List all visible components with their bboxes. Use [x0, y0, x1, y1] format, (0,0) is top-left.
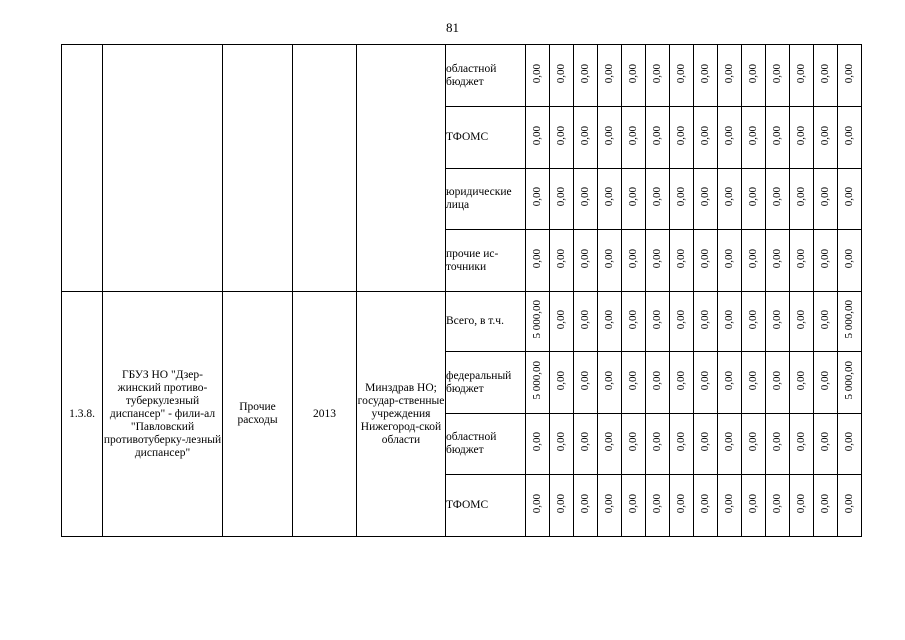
value-cell [550, 352, 574, 414]
value-text: 0,00 [651, 493, 663, 514]
value-text: 0,00 [531, 248, 543, 269]
value-cell [742, 475, 766, 537]
value-text: 0,00 [699, 248, 711, 269]
value-text: 0,00 [819, 370, 831, 391]
value-text: 0,00 [771, 248, 783, 269]
value-cell [694, 292, 718, 352]
value-cell [526, 107, 550, 169]
value-text: 0,00 [651, 432, 663, 452]
value-text: 0,00 [723, 432, 735, 452]
continued-rows-group [62, 45, 862, 292]
value-cell [598, 352, 622, 414]
value-text: 0,00 [843, 493, 855, 514]
value-cell [838, 107, 862, 169]
value-cell [694, 352, 718, 414]
value-text: 0,00 [675, 370, 687, 391]
value-text: 0,00 [843, 187, 855, 207]
value-cell [574, 414, 598, 475]
funding-source-cell: Всего, в т.ч. [446, 292, 526, 352]
value-text: 0,00 [555, 248, 567, 269]
table-row [62, 292, 862, 352]
value-cell [646, 352, 670, 414]
value-cell [526, 414, 550, 475]
value-text: 0,00 [699, 370, 711, 391]
funding-source-cell: областной бюджет [446, 45, 526, 107]
value-text: 0,00 [723, 370, 735, 391]
value-text: 0,00 [555, 309, 567, 330]
value-cell [766, 169, 790, 230]
value-text: 0,00 [579, 370, 591, 391]
institution-name-cell: ГБУЗ НО "Дзер-жинский противо-туберкулезный диспансер" - фили-ал "Павловский противотуберку-лезный диспансер" [103, 292, 223, 537]
value-text: 0,00 [627, 248, 639, 269]
value-cell [790, 230, 814, 292]
value-cell [742, 414, 766, 475]
value-text: 0,00 [675, 493, 687, 514]
value-text: 0,00 [531, 432, 543, 452]
value-text: 0,00 [627, 493, 639, 514]
value-text: 0,00 [795, 432, 807, 452]
value-text: 0,00 [627, 125, 639, 146]
executor-cell: Минздрав НО; государ-ственные учреждения Нижегород-ской области [357, 292, 446, 537]
value-cell [646, 169, 670, 230]
value-text: 0,00 [579, 432, 591, 452]
value-cell [766, 352, 790, 414]
value-cell [670, 352, 694, 414]
value-cell [646, 292, 670, 352]
funding-source-cell: юридические лица [446, 169, 526, 230]
value-text: 0,00 [747, 248, 759, 269]
value-text: 5 000,00 [843, 361, 855, 400]
value-text: 0,00 [675, 309, 687, 330]
value-text: 0,00 [723, 125, 735, 146]
value-cell [742, 292, 766, 352]
value-text: 0,00 [819, 248, 831, 269]
value-cell [550, 45, 574, 107]
value-cell [838, 352, 862, 414]
value-cell [742, 230, 766, 292]
funding-source-cell: ТФОМС [446, 107, 526, 169]
value-text: 0,00 [795, 370, 807, 391]
value-text: 0,00 [675, 63, 687, 84]
value-cell [718, 230, 742, 292]
value-cell [742, 169, 766, 230]
value-text: 0,00 [627, 63, 639, 84]
value-text: 0,00 [819, 309, 831, 330]
value-cell [622, 414, 646, 475]
value-text: 0,00 [795, 248, 807, 269]
value-cell [574, 45, 598, 107]
value-text: 0,00 [555, 493, 567, 514]
value-text: 0,00 [843, 432, 855, 452]
value-cell [790, 414, 814, 475]
value-cell [670, 292, 694, 352]
item-number-cell: 1.3.8. [62, 292, 103, 537]
value-text: 0,00 [555, 63, 567, 84]
expense-type-cell [223, 45, 293, 292]
value-text: 0,00 [795, 187, 807, 207]
value-cell [598, 45, 622, 107]
value-text: 0,00 [627, 432, 639, 452]
value-cell [838, 230, 862, 292]
value-text: 0,00 [819, 432, 831, 452]
value-text: 5 000,00 [843, 300, 855, 339]
value-text: 0,00 [603, 63, 615, 84]
value-cell [814, 169, 838, 230]
funding-source-cell: областной бюджет [446, 414, 526, 475]
value-text: 0,00 [675, 187, 687, 207]
value-cell [574, 230, 598, 292]
value-text: 5 000,00 [531, 300, 543, 339]
value-text: 0,00 [747, 63, 759, 84]
value-cell [838, 414, 862, 475]
year-cell: 2013 [293, 292, 357, 537]
value-cell [550, 292, 574, 352]
value-text: 0,00 [843, 63, 855, 84]
value-text: 0,00 [723, 309, 735, 330]
value-cell [814, 414, 838, 475]
value-text: 0,00 [579, 248, 591, 269]
value-text: 0,00 [531, 187, 543, 207]
expense-type-cell: Прочие расходы [223, 292, 293, 537]
value-cell [550, 414, 574, 475]
value-text: 0,00 [747, 187, 759, 207]
value-cell [838, 475, 862, 537]
value-text: 0,00 [747, 309, 759, 330]
value-text: 0,00 [555, 432, 567, 452]
value-cell [646, 414, 670, 475]
value-text: 0,00 [747, 370, 759, 391]
value-text: 0,00 [771, 187, 783, 207]
value-cell [670, 169, 694, 230]
value-cell [790, 45, 814, 107]
value-cell [838, 45, 862, 107]
value-text: 0,00 [603, 248, 615, 269]
value-cell [718, 45, 742, 107]
value-text: 0,00 [699, 187, 711, 207]
value-text: 0,00 [603, 125, 615, 146]
value-text: 0,00 [603, 370, 615, 391]
value-cell [526, 292, 550, 352]
value-cell [694, 414, 718, 475]
value-text: 0,00 [795, 63, 807, 84]
value-cell [718, 414, 742, 475]
value-cell [646, 107, 670, 169]
value-text: 0,00 [651, 248, 663, 269]
value-text: 0,00 [699, 432, 711, 452]
value-cell [694, 45, 718, 107]
value-text: 0,00 [819, 493, 831, 514]
value-cell [790, 352, 814, 414]
value-cell [766, 475, 790, 537]
value-cell [574, 352, 598, 414]
value-text: 0,00 [555, 125, 567, 146]
value-cell [622, 292, 646, 352]
value-cell [622, 45, 646, 107]
value-cell [550, 107, 574, 169]
value-cell [622, 107, 646, 169]
value-cell [790, 169, 814, 230]
value-text: 0,00 [819, 125, 831, 146]
value-cell [814, 45, 838, 107]
value-cell [670, 475, 694, 537]
value-text: 0,00 [579, 187, 591, 207]
value-cell [598, 292, 622, 352]
value-cell [574, 107, 598, 169]
value-cell [790, 292, 814, 352]
value-text: 0,00 [579, 63, 591, 84]
value-text: 0,00 [675, 432, 687, 452]
value-cell [814, 107, 838, 169]
value-cell [718, 292, 742, 352]
funding-source-cell: федеральный бюджет [446, 352, 526, 414]
value-text: 0,00 [723, 63, 735, 84]
value-text: 0,00 [579, 125, 591, 146]
value-text: 0,00 [627, 370, 639, 391]
value-text: 0,00 [675, 125, 687, 146]
value-cell [646, 45, 670, 107]
budget-table [61, 44, 862, 537]
value-text: 0,00 [603, 432, 615, 452]
value-text: 0,00 [699, 63, 711, 84]
value-text: 0,00 [603, 309, 615, 330]
value-cell [838, 169, 862, 230]
value-text: 0,00 [651, 125, 663, 146]
year-cell [293, 45, 357, 292]
value-cell [646, 475, 670, 537]
item-1-3-8-group [62, 292, 862, 537]
value-text: 0,00 [843, 248, 855, 269]
value-cell [526, 230, 550, 292]
value-text: 0,00 [579, 493, 591, 514]
value-text: 0,00 [771, 63, 783, 84]
institution-name-cell [103, 45, 223, 292]
value-text: 0,00 [627, 187, 639, 207]
value-text: 0,00 [531, 63, 543, 84]
item-number-cell [62, 45, 103, 292]
value-cell [622, 169, 646, 230]
value-cell [790, 107, 814, 169]
value-cell [790, 475, 814, 537]
page-number: 81 [446, 20, 459, 35]
value-text: 0,00 [651, 309, 663, 330]
value-text: 0,00 [771, 432, 783, 452]
value-cell [598, 107, 622, 169]
value-text: 0,00 [747, 493, 759, 514]
value-cell [526, 475, 550, 537]
value-text: 0,00 [651, 63, 663, 84]
value-text: 0,00 [795, 493, 807, 514]
value-text: 0,00 [723, 493, 735, 514]
value-text: 0,00 [555, 187, 567, 207]
value-text: 0,00 [795, 125, 807, 146]
value-cell [742, 352, 766, 414]
value-cell [742, 107, 766, 169]
value-cell [622, 352, 646, 414]
value-cell [718, 475, 742, 537]
value-cell [766, 230, 790, 292]
value-text: 0,00 [795, 309, 807, 330]
value-cell [550, 169, 574, 230]
value-cell [598, 230, 622, 292]
value-cell [574, 475, 598, 537]
value-cell [694, 475, 718, 537]
value-cell [814, 352, 838, 414]
value-text: 0,00 [699, 493, 711, 514]
value-cell [694, 230, 718, 292]
value-cell [718, 352, 742, 414]
value-text: 0,00 [603, 187, 615, 207]
value-text: 0,00 [651, 187, 663, 207]
value-cell [622, 230, 646, 292]
value-text: 0,00 [531, 125, 543, 146]
value-cell [766, 107, 790, 169]
value-text: 0,00 [747, 432, 759, 452]
value-text: 0,00 [531, 493, 543, 514]
value-cell [670, 414, 694, 475]
value-cell [526, 169, 550, 230]
value-text: 0,00 [771, 370, 783, 391]
value-cell [766, 414, 790, 475]
value-text: 0,00 [771, 309, 783, 330]
value-text: 0,00 [627, 309, 639, 330]
value-cell [598, 475, 622, 537]
value-cell [598, 414, 622, 475]
value-text: 0,00 [771, 493, 783, 514]
value-text: 0,00 [723, 248, 735, 269]
value-cell [550, 230, 574, 292]
value-cell [718, 169, 742, 230]
value-cell [694, 169, 718, 230]
value-cell [694, 107, 718, 169]
value-text: 0,00 [819, 187, 831, 207]
value-text: 0,00 [771, 125, 783, 146]
value-cell [622, 475, 646, 537]
value-cell [718, 107, 742, 169]
value-text: 0,00 [555, 370, 567, 391]
value-cell [814, 230, 838, 292]
value-cell [526, 352, 550, 414]
value-cell [670, 107, 694, 169]
value-cell [838, 292, 862, 352]
table-row [62, 45, 862, 107]
value-text: 0,00 [675, 248, 687, 269]
value-text: 0,00 [843, 125, 855, 146]
value-text: 5 000,00 [531, 361, 543, 400]
value-cell [766, 292, 790, 352]
value-cell [814, 475, 838, 537]
value-text: 0,00 [651, 370, 663, 391]
value-cell [574, 292, 598, 352]
value-text: 0,00 [723, 187, 735, 207]
value-cell [814, 292, 838, 352]
value-cell [670, 45, 694, 107]
value-text: 0,00 [699, 309, 711, 330]
value-cell [742, 45, 766, 107]
value-cell [550, 475, 574, 537]
value-text: 0,00 [579, 309, 591, 330]
value-cell [598, 169, 622, 230]
executor-cell [357, 45, 446, 292]
value-text: 0,00 [699, 125, 711, 146]
value-cell [646, 230, 670, 292]
value-text: 0,00 [747, 125, 759, 146]
funding-source-cell: прочие ис-точники [446, 230, 526, 292]
value-cell [766, 45, 790, 107]
value-cell [574, 169, 598, 230]
value-text: 0,00 [603, 493, 615, 514]
value-cell [670, 230, 694, 292]
value-text: 0,00 [819, 63, 831, 84]
funding-source-cell: ТФОМС [446, 475, 526, 537]
value-cell [526, 45, 550, 107]
